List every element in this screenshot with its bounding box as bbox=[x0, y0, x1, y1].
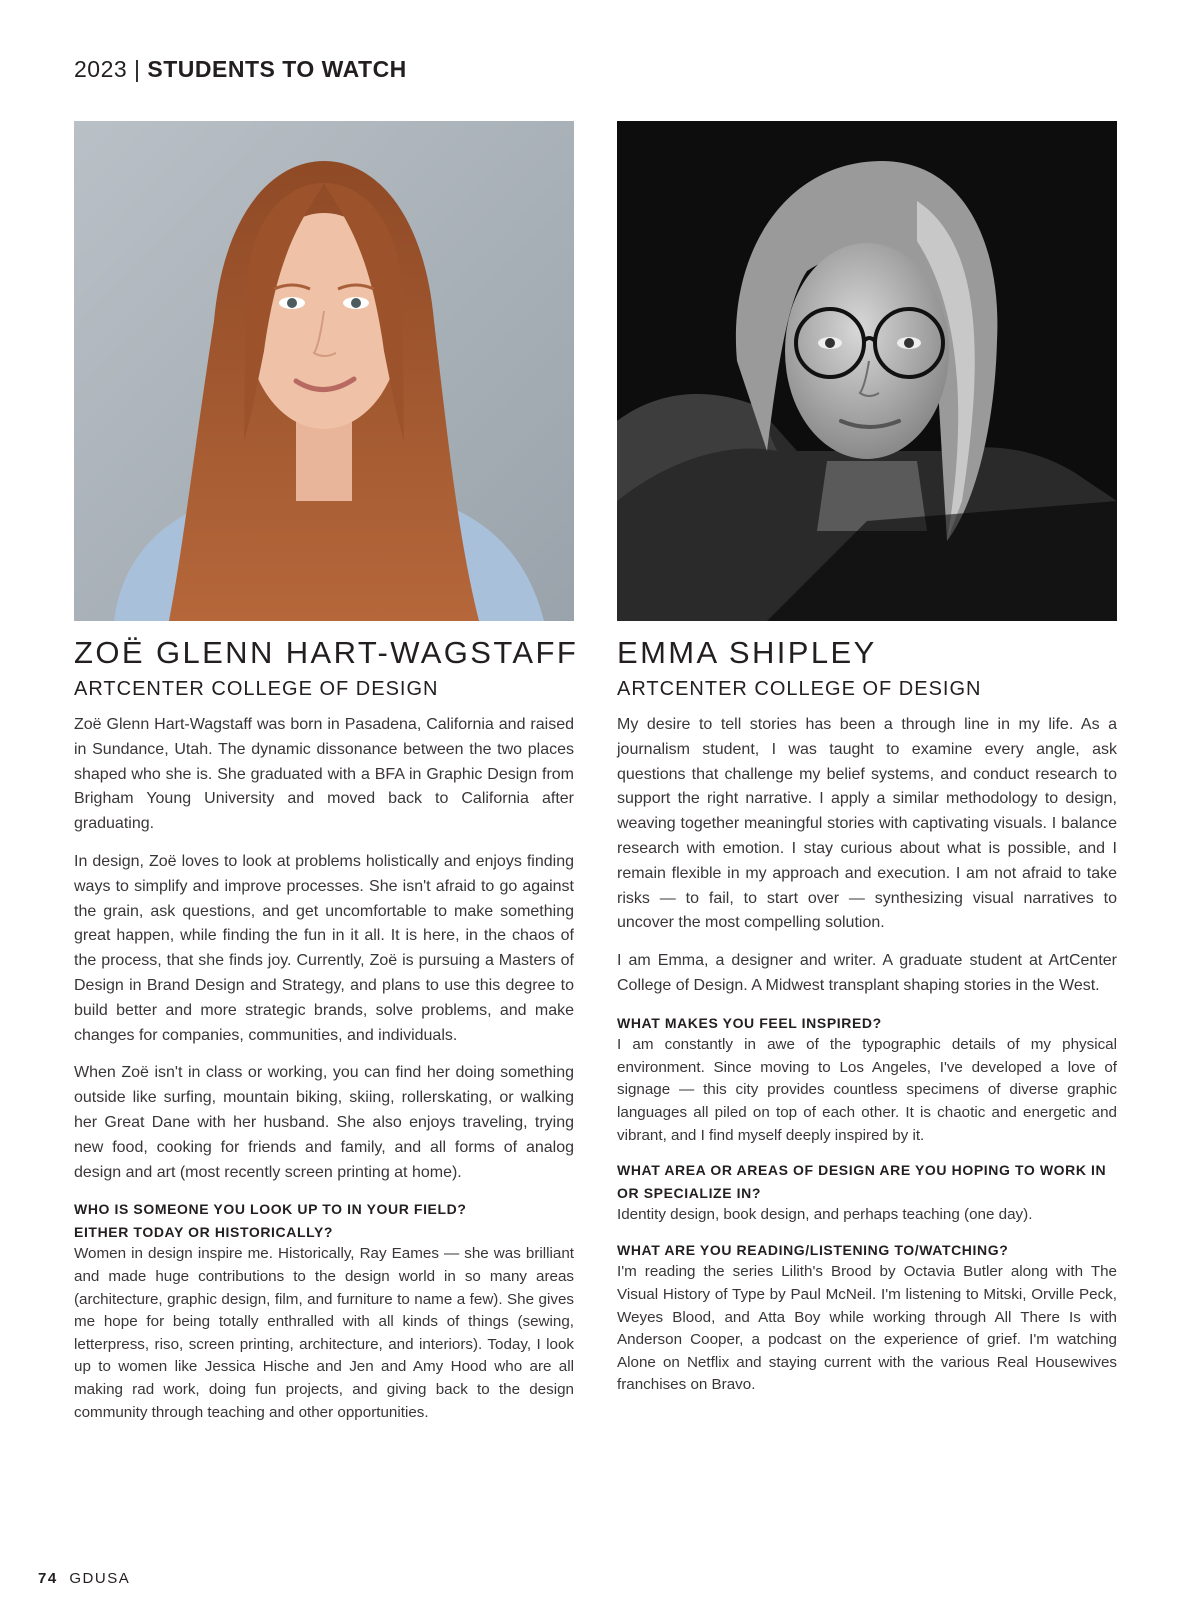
question-line: EITHER TODAY OR HISTORICALLY? bbox=[74, 1223, 334, 1240]
header-section: STUDENTS TO WATCH bbox=[147, 56, 407, 82]
portrait-illustration-zoe bbox=[74, 121, 574, 621]
student-name: EMMA SHIPLEY bbox=[617, 635, 877, 670]
portrait-photo-zoe bbox=[74, 121, 574, 621]
answer-text: I'm reading the series Lilith's Brood by Octavia Butler along with The Visual History of Type by Paul McNeil. I'm listening to Mitski, Orville Peck, Weyes Blood, and Atta Boy while working through All There Is with Anderson Cooper, a podcast on the experience of grief. I'm watching Alone on Netflix and staying current with the various Real Housewives franchises on Bravo. bbox=[617, 1263, 1117, 1394]
question-heading bbox=[617, 1012, 1117, 1035]
bio-paragraph: I am Emma, a designer and writer. A graduate student at ArtCenter College of Design. A Midwest transplant shaping stories in the West. bbox=[617, 952, 1117, 994]
portrait-photo-emma bbox=[617, 121, 1117, 621]
publication-name: GDUSA bbox=[69, 1570, 131, 1587]
bio-paragraph: When Zoë isn't in class or working, you can find her doing something outside like surfing, mountain biking, skiing, rollerskating, or walking her Great Dane with her husband. She also enjoys traveling, trying new food, cooking for friends and family, and all forms of analog design and art (most recently screen printing at home). bbox=[74, 1064, 574, 1181]
profile-zoe bbox=[74, 121, 579, 1424]
header-year: 2023 | bbox=[74, 56, 141, 82]
answer-text: I am constantly in awe of the typographic details of my physical environment. Since moving to Los Angeles, I've developed a love of signage — this city provides countless specimens of diverse graphic languages all piled on top of each other. It is chaotic and energetic and vibrant, and I find myself deeply inspired by it. bbox=[617, 1036, 1117, 1144]
question-heading bbox=[617, 1159, 1117, 1204]
student-name: ZOË GLENN HART-WAGSTAFF bbox=[74, 635, 579, 670]
question-line: WHAT ARE YOU READING/LISTENING TO/WATCHING? bbox=[617, 1241, 1009, 1258]
bio-paragraph: Zoë Glenn Hart-Wagstaff was born in Pasadena, California and raised in Sundance, Utah. The dynamic dissonance between the two places shaped who she is. She graduated with a BFA in Graphic Design from Brigham Young University and moved back to California after graduating. bbox=[74, 716, 574, 833]
question-line: OR SPECIALIZE IN? bbox=[617, 1184, 761, 1201]
answer-text: Identity design, book design, and perhaps teaching (one day). bbox=[617, 1206, 1033, 1224]
question-line: WHAT MAKES YOU FEEL INSPIRED? bbox=[617, 1014, 882, 1031]
profile-emma bbox=[617, 121, 1117, 1397]
question-heading bbox=[617, 1239, 1117, 1262]
question-heading bbox=[74, 1198, 574, 1243]
student-school: ARTCENTER COLLEGE OF DESIGN bbox=[617, 678, 982, 700]
question-line: WHAT AREA OR AREAS OF DESIGN ARE YOU HOPING TO WORK IN bbox=[617, 1162, 1107, 1179]
bio-paragraph: My desire to tell stories has been a through line in my life. As a journalism student, I was taught to examine every angle, ask questions that challenge my belief systems, and conduct research to support the right narrative. I apply a similar methodology to design, weaving together meaningful stories with captivating visuals. I balance research with emotion. I stay curious about what is possible, and I remain flexible in my approach and execution. I am not afraid to take risks — to fail, to start over — synthesizing visual narratives to uncover the most compelling solution. bbox=[617, 716, 1117, 932]
bio-paragraph: In design, Zoë loves to look at problems holistically and enjoys finding ways to simplify and improve processes. She isn't afraid to go against the grain, ask questions, and get uncomfortable to make something great happen, while finding the fun in it all. It is here, in the chaos of the process, that she finds joy. Currently, Zoë is pursuing a Masters of Design in Brand Design and Strategy, and plans to use this degree to build better and more strategic brands, solve problems, and make changes for companies, communities, and individuals. bbox=[74, 852, 574, 1044]
page-footer bbox=[38, 1570, 130, 1587]
answer-text: Women in design inspire me. Historically, Ray Eames — she was brilliant and made huge contributions to the design world in so many areas (architecture, graphic design, film, and furniture to name a few). She gives me hope for being totally enthralled with all kinds of things (sewing, letterpress, riso, screen printing, architecture, and interiors). Today, I look up to women like Jessica Hische and Jen and Amy Hood who are all making rad work, doing fun projects, and giving back to the design community through teaching and other opportunities. bbox=[74, 1245, 574, 1421]
student-bio bbox=[74, 713, 574, 1185]
student-bio bbox=[617, 713, 1117, 999]
question-line: WHO IS SOMEONE YOU LOOK UP TO IN YOUR FIELD? bbox=[74, 1201, 467, 1218]
page-header bbox=[74, 56, 407, 83]
portrait-illustration-emma bbox=[617, 121, 1117, 621]
student-school: ARTCENTER COLLEGE OF DESIGN bbox=[74, 678, 439, 700]
page-number: 74 bbox=[38, 1570, 58, 1587]
